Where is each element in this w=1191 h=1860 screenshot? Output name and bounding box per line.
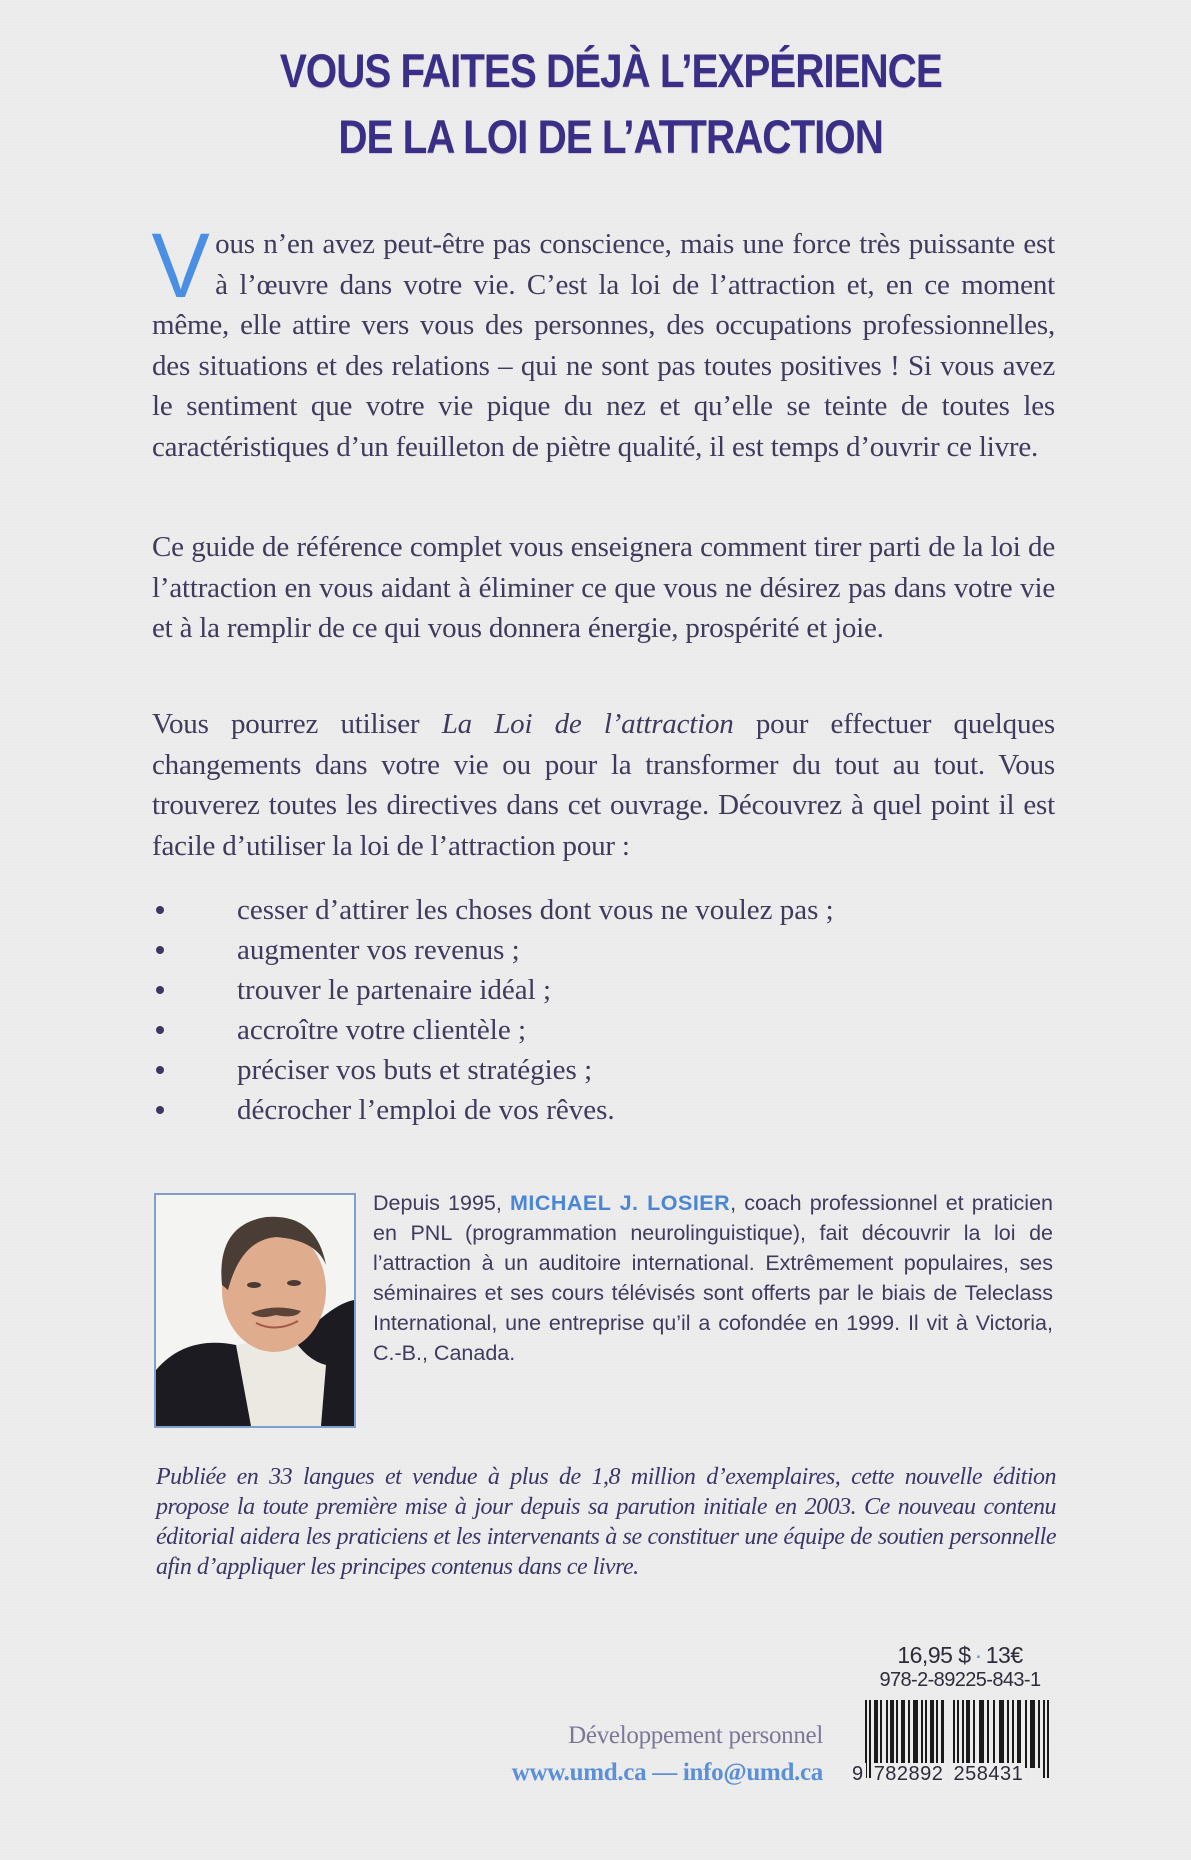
paragraph-usage-before: Vous pourrez utiliser [152, 708, 442, 740]
list-item-text: trouver le partenaire idéal ; [237, 974, 552, 1006]
book-title-italic: La Loi de l’attraction [441, 708, 734, 740]
author-portrait-icon [156, 1195, 354, 1426]
list-item-text: décrocher l’emploi de vos rêves. [237, 1094, 615, 1126]
author-bio [373, 1188, 1053, 1368]
bullet-icon [156, 1066, 164, 1074]
price-eur: 13€ [985, 1642, 1023, 1668]
list-item-text: augmenter vos revenus ; [237, 934, 520, 966]
edition-note: Publiée en 33 langues et vendue à plus de 1,8 million d’exemplaires, cette nouvelle édition propose la toute première mise à jour depuis sa parution initiale en 2003. Ce nouveau contenu éditorial aidera les praticiens et les intervenants à se constituer une équipe de soutien personnelle afin d’appliquer les principes contenus dans ce livre. [156, 1464, 1056, 1580]
list-item-text: préciser vos buts et stratégies ; [237, 1054, 593, 1086]
intro-paragraph [151, 215, 1055, 467]
intro-text: ous n’en avez peut-être pas conscience, mais une force très puissante est à l’œuvre dans votre vie. C’est la loi de l’attraction et, en ce moment même, elle attire vers vous des personnes, des occupations professionnelles, des situations et des relations – qui ne sont pas toutes positives ! Si vous avez le sentiment que votre vie pique du nez et qu’elle se teinte de toutes les caractéristiques d’un feuilleton de piètre qualité, il est temps d’ouvrir ce livre. [152, 228, 1055, 463]
author-bio-text: , coach professionnel et praticien en PNL (programmation neurolinguistique), fait découvrir la loi de l’attraction à un auditoire international. Extrêmement populaires, ses séminaires et ses cours télévisés sont offerts par le biais de Teleclass International, une entreprise qu’il a cofondée en 1999. Il vit à Victoria, C.-B., Canada. [373, 1191, 1053, 1365]
author-bio-prefix: Depuis 1995, [373, 1191, 510, 1215]
author-photo [154, 1193, 356, 1428]
barcode-group-2: 258431 [953, 1763, 1024, 1785]
bullet-icon [156, 906, 164, 914]
bullet-icon [156, 986, 164, 994]
title-line-2 [0, 109, 1191, 165]
paragraph-usage-after: pour effectuer quelques changements dans votre vie ou pour la transformer du tout au tout. Vous trouverez toutes les directives dans cet ouvrage. Découvrez à quel point il est facile d’utiliser la loi de l’attraction pour : [152, 708, 1056, 862]
website-link[interactable]: www.umd.ca [511, 1759, 647, 1786]
drop-cap: V [151, 215, 210, 317]
paragraph-guide [152, 527, 1055, 649]
contacts-separator: — [646, 1759, 683, 1786]
title-line-1-text: VOUS FAITES DÉJÀ L’EXPÉRIENCE [280, 44, 942, 97]
bullet-icon [156, 946, 164, 954]
paragraph-usage [152, 704, 1055, 866]
bullet-icon [156, 1106, 164, 1114]
price-cad: 16,95 $ [897, 1642, 971, 1668]
author-name: MICHAEL J. LOSIER [509, 1191, 731, 1215]
barcode-number [850, 1763, 1070, 1786]
barcode-group-1: 782892 [873, 1763, 944, 1785]
price-separator: · [974, 1642, 982, 1668]
email-link[interactable]: info@umd.ca [682, 1759, 823, 1786]
title-line-1 [0, 43, 1191, 99]
list-item-text: cesser d’attirer les choses dont vous ne voulez pas ; [237, 894, 834, 926]
bullet-icon [156, 1026, 164, 1034]
title-line-2-text: DE LA LOI DE L’ATTRACTION [338, 110, 884, 163]
price [860, 1642, 1060, 1669]
category-label: Développement personnel [568, 1722, 823, 1749]
paragraph-guide-text: Ce guide de référence complet vous enseignera comment tirer parti de la loi de l’attraction en vous aidant à éliminer ce que vous ne désirez pas dans votre vie et à la remplir de ce qui vous donnera énergie, prospérité et joie. [152, 531, 1055, 644]
publisher-contacts [512, 1759, 823, 1787]
barcode-lead-digit: 9 [852, 1763, 864, 1785]
list-item-text: accroître votre clientèle ; [237, 1014, 527, 1046]
isbn: 978-2-89225-843-1 [879, 1669, 1041, 1691]
